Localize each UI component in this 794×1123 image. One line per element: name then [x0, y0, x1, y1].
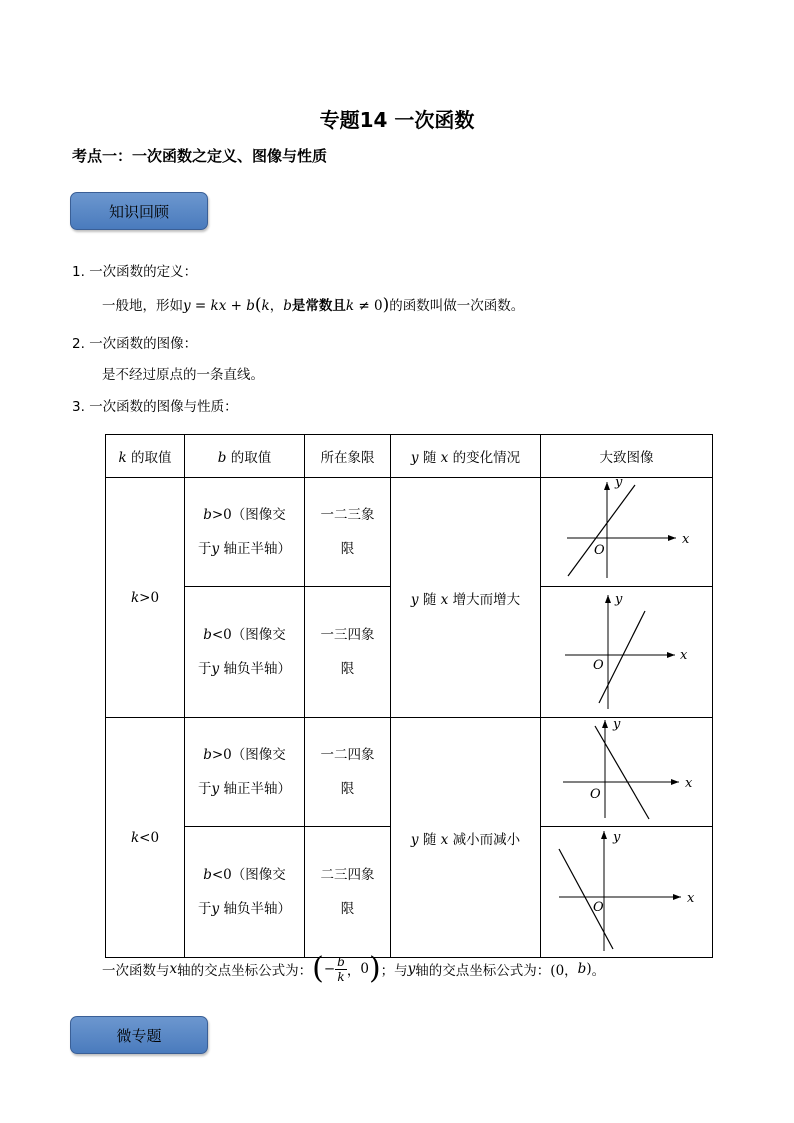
item-1-heading — [72, 260, 197, 280]
special-topic-button[interactable]: 微专题 — [70, 1016, 208, 1054]
definition-pre: 一般地，形如 — [102, 298, 183, 314]
section-heading: 考点一：一次函数之定义、图像与性质 — [72, 147, 328, 165]
svg-text:O: O — [593, 900, 604, 915]
x-var: x — [169, 961, 178, 977]
header-graph: 大致图像 — [541, 435, 713, 478]
paren-open: ( — [254, 295, 262, 315]
formula-kx: kx — [210, 298, 227, 314]
graph-k-pos-b-pos — [541, 478, 712, 582]
svg-text:x: x — [680, 648, 688, 663]
intersection-pre: 一次函数与 — [102, 963, 170, 979]
item-number: 3. — [72, 399, 85, 415]
graph-cell — [541, 718, 713, 827]
graph-cell — [541, 587, 713, 718]
intersection-formula — [102, 948, 605, 990]
fraction-b-over-k: $\frac{b}{k}$ — [337, 954, 345, 984]
definition-line — [102, 294, 524, 315]
item-2-heading — [72, 332, 197, 352]
intersection-mid1: 轴的交点坐标公式为： — [177, 963, 313, 979]
zero: 0 — [360, 961, 369, 977]
intersection-mid2: ；与 — [380, 963, 408, 979]
y-var: y — [407, 961, 416, 977]
svg-text:y: y — [615, 592, 623, 607]
svg-text:x: x — [687, 891, 695, 906]
paren-comma: ， — [269, 298, 284, 314]
header-b: b 的取值 — [185, 435, 305, 478]
table-row — [106, 718, 713, 827]
b-value-cell: b>0（图像交 于y 轴正半轴） — [185, 718, 305, 827]
svg-text:O: O — [594, 543, 605, 558]
table-row — [106, 478, 713, 587]
table-header-row — [106, 435, 713, 478]
b-value-cell: b<0（图像交 于y 轴负半轴） — [185, 587, 305, 718]
comma: ， — [346, 963, 361, 979]
item-number: 2. — [72, 336, 85, 352]
k-positive-cell: k>0 — [106, 478, 185, 718]
item-number: 1. — [72, 264, 85, 280]
quadrant-cell: 二三四象 限 — [305, 827, 391, 958]
formula-plus: + — [226, 298, 247, 314]
graph-k-pos-b-neg — [541, 587, 712, 713]
svg-text:y: y — [613, 718, 621, 732]
big-paren-open: ( — [312, 951, 324, 986]
svg-text:x: x — [682, 532, 690, 547]
change-negative-cell: y 随 x 减小而减小 — [391, 718, 541, 958]
item-text: 一次函数的图像： — [89, 336, 198, 352]
item-text: 一次函数的定义： — [89, 264, 198, 280]
svg-text:x: x — [685, 776, 693, 791]
header-quadrant: 所在象限 — [305, 435, 391, 478]
graph-description: 是不经过原点的一条直线。 — [102, 367, 264, 383]
review-button[interactable]: 知识回顾 — [70, 192, 208, 230]
minus-sign: − — [323, 961, 336, 977]
k-negative-cell: k<0 — [106, 718, 185, 958]
graph-k-neg-b-pos — [541, 718, 712, 822]
point-b: b — [577, 961, 587, 977]
graph-k-neg-b-neg — [541, 827, 712, 953]
formula-b: b — [246, 298, 255, 314]
quadrant-cell: 一二四象 限 — [305, 718, 391, 827]
item-text: 一次函数的图像与性质： — [89, 399, 238, 415]
paren-ne: ≠ 0 — [354, 298, 383, 314]
page-title: 专题14 一次函数 — [319, 108, 475, 132]
point-close: ) — [586, 961, 592, 977]
svg-text:y: y — [613, 830, 621, 845]
quadrant-cell: 一三四象 限 — [305, 587, 391, 718]
definition-post: 的函数叫做一次函数。 — [389, 298, 525, 314]
graph-cell — [541, 478, 713, 587]
paren-close: ) — [382, 295, 390, 315]
period: 。 — [591, 963, 606, 979]
paren-k2: k — [345, 298, 355, 314]
header-change: y 随 x 的变化情况 — [391, 435, 541, 478]
intersection-mid3: 轴的交点坐标公式为： — [415, 963, 551, 979]
paren-k: k — [261, 298, 270, 314]
header-k: k 的取值 — [106, 435, 185, 478]
quadrant-cell: 一二三象 限 — [305, 478, 391, 587]
svg-text:O: O — [590, 787, 601, 802]
formula-eq: = — [190, 298, 211, 314]
properties-table — [105, 434, 713, 958]
paren-text: 是常数且 — [291, 298, 346, 314]
paren-b: b — [283, 298, 292, 314]
item-3-heading — [72, 395, 238, 415]
svg-text:O: O — [593, 658, 604, 673]
change-positive-cell: y 随 x 增大而增大 — [391, 478, 541, 718]
graph-cell — [541, 827, 713, 958]
b-value-cell: b<0（图像交 于y 轴负半轴） — [185, 827, 305, 958]
point-open: (0， — [550, 963, 578, 979]
big-paren-close: ) — [368, 951, 381, 986]
b-value-cell: b>0（图像交 于y 轴正半轴） — [185, 478, 305, 587]
svg-text:y: y — [615, 478, 623, 490]
formula-y: y — [183, 298, 191, 314]
